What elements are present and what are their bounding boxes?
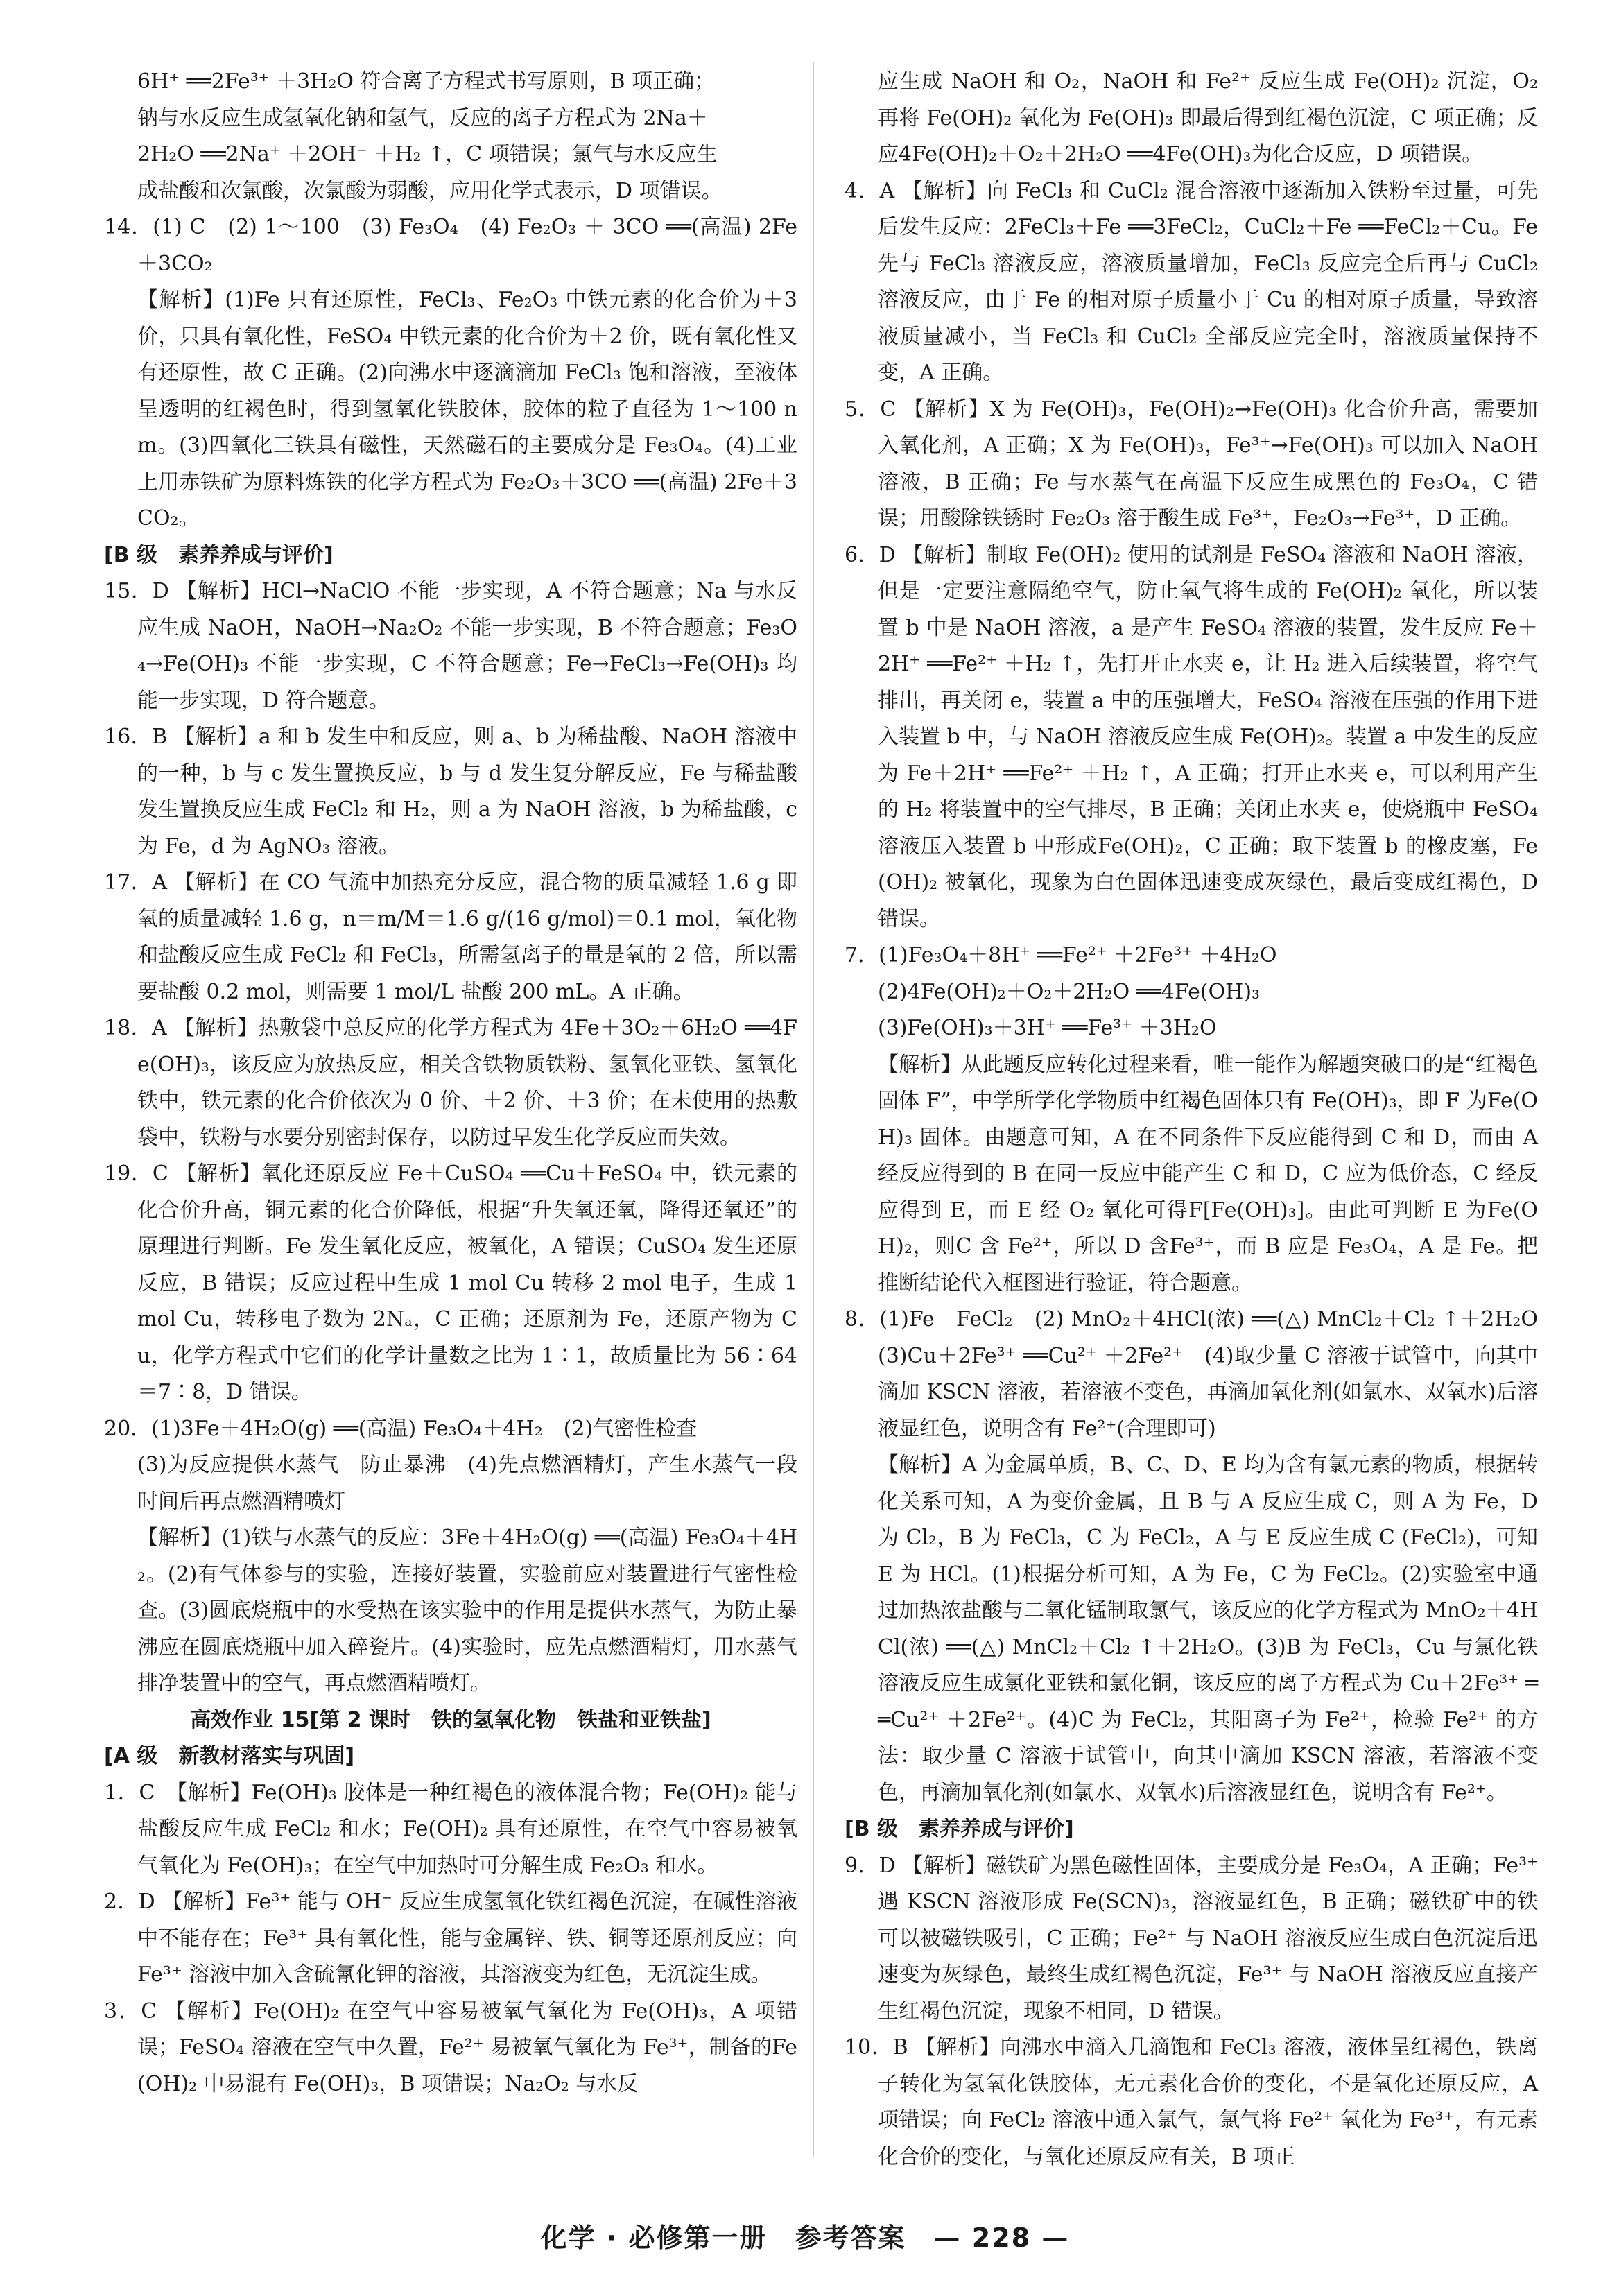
answer-paragraph: (3)为反应提供水蒸气 防止暴沸 (4)先点燃酒精灯，产生水蒸气一段时间后再点燃酒精喷灯 bbox=[137, 1453, 797, 1514]
answer-paragraph: 成盐酸和次氯酸，次氯酸为弱酸，应用化学式表示，D 项错误。 bbox=[137, 178, 722, 203]
section-heading: [A 级 新教材落实与巩固] bbox=[104, 1744, 355, 1768]
answer-paragraph: 4．A 【解析】向 FeCl₃ 和 CuCl₂ 混合溶液中逐渐加入铁粉至过量，可先后发生反应：2FeCl₃＋Fe ══3FeCl₂，CuCl₂＋Fe ══FeCl₂＋Cu。Fe 先与 FeCl₃ 溶液反应，溶液质量增加，FeCl₃ 反应完全后再与 CuCl₂ 溶液反应，由于 Fe 的相对原子质量小于 Cu 的相对原子质量，导致溶液质量减小，当 FeCl₃ 和 CuCl₂ 全部反应完全时，溶液质量保持不变，A 正确。 bbox=[845, 178, 1545, 385]
answer-paragraph: 17．A 【解析】在 CO 气流中加热充分反应，混合物的质量减轻 1.6 g 即氧的质量减轻 1.6 g，n＝m/M＝1.6 g/(16 g/mol)＝0.1 mol，氧化物和盐酸反应生成 FeCl₂ 和 FeCl₃，所需氢离子的量是氧的 2 倍，所以需要盐酸 0.2 mol，则需要 1 mol/L 盐酸 200 mL。A 正确。 bbox=[104, 870, 797, 1004]
answer-paragraph: 3．C 【解析】Fe(OH)₂ 在空气中容易被氧气氧化为 Fe(OH)₃，A 项错误；FeSO₄ 溶液在空气中久置，Fe²⁺ 易被氧气氧化为 Fe³⁺，制备的Fe(OH)₂ 中易混有 Fe(OH)₃，B 项错误；Na₂O₂ 与水反 bbox=[104, 1999, 797, 2096]
answer-paragraph: 【解析】(1)铁与水蒸气的反应：3Fe＋4H₂O(g) ══(高温) Fe₃O₄＋4H₂。(2)有气体参与的实验，连接好装置，实验前应对装置进行气密性检查。(3)圆底烧瓶中的水受热在该实验中的作用是提供水蒸气，为防止暴沸应在圆底烧瓶中加入碎瓷片。(4)实验时，应先点燃酒精灯，用水蒸气排净装置中的空气，再点燃酒精喷灯。 bbox=[137, 1526, 797, 1695]
answer-paragraph: (2)4Fe(OH)₂＋O₂＋2H₂O ══4Fe(OH)₃ bbox=[878, 979, 1261, 1004]
answer-paragraph: 1．C 【解析】Fe(OH)₃ 胶体是一种红褐色的液体混合物；Fe(OH)₂ 能与盐酸反应生成 FeCl₂ 和水；Fe(OH)₂ 具有还原性，在空气中容易被氧气氧化为 Fe(OH)₃；在空气中加热时可分解生成 Fe₂O₃ 和水。 bbox=[104, 1780, 797, 1878]
section-heading: [B 级 素养养成与评价] bbox=[845, 1817, 1074, 1841]
answer-paragraph: 2H₂O ══2Na⁺ ＋2OH⁻ ＋H₂ ↑，C 项错误；氯气与水反应生 bbox=[137, 142, 718, 166]
answer-paragraph: 7．(1)Fe₃O₄＋8H⁺ ══Fe²⁺ ＋2Fe³⁺ ＋4H₂O bbox=[845, 943, 1277, 967]
answer-paragraph: 应生成 NaOH 和 O₂，NaOH 和 Fe²⁺ 反应生成 Fe(OH)₂ 沉淀，O₂ 再将 Fe(OH)₂ 氧化为 Fe(OH)₃ 即最后得到红褐色沉淀，C 项正确；反应4Fe(OH)₂＋O₂＋2H₂O ══4Fe(OH)₃为化合反应，D 项错误。 bbox=[878, 69, 1545, 166]
answer-paragraph: 6．D 【解析】制取 Fe(OH)₂ 使用的试剂是 FeSO₄ 溶液和 NaOH 溶液，但是一定要注意隔绝空气，防止氧气将生成的 Fe(OH)₂ 氧化，所以装置 b 中是 NaOH 溶液，a 是产生 FeSO₄ 溶液的装置，发生反应 Fe＋2H⁺ ══Fe²⁺ ＋H₂ ↑，先打开止水夹 e，让 H₂ 进入后续装置，将空气排出，再关闭 e，装置 a 中的压强增大，FeSO₄ 溶液在压强的作用下进入装置 b 中，与 NaOH 溶液反应生成 Fe(OH)₂。装置 a 中发生的反应为 Fe＋2H⁺ ══Fe²⁺ ＋H₂ ↑，A 正确；打开止水夹 e，可以利用产生的 H₂ 将装置中的空气排尽，B 正确；关闭止水夹 e，使烧瓶中 FeSO₄ 溶液压入装置 b 中形成Fe(OH)₂，C 正确；取下装置 b 的橡皮塞，Fe(OH)₂ 被氧化，现象为白色固体迅速变成灰绿色，最后变成红褐色，D 错误。 bbox=[845, 542, 1545, 931]
answer-paragraph: 钠与水反应生成氢氧化钠和氢气，反应的离子方程式为 2Na＋ bbox=[137, 105, 708, 130]
answer-paragraph: 【解析】从此题反应转化过程来看，唯一能作为解题突破口的是“红褐色固体 F”，中学所学化学物质中红褐色固体只有 Fe(OH)₃，即 F 为Fe(OH)₃ 固体。由题意可知，A 在不同条件下反应能得到 C 和 D，而由 A 经反应得到的 B 在同一反应中能产生 C 和 D，C 应为低价态，C 经反应得到 E，而 E 经 O₂ 氧化可得F[Fe(OH)₃]。由此可判断 E 为Fe(OH)₂，则C 含 Fe²⁺，所以 D 含Fe³⁺，而 B 应是 Fe₃O₄，A 是 Fe。把推断结论代入框图进行验证，符合题意。 bbox=[878, 1052, 1545, 1295]
answer-paragraph: 【解析】A 为金属单质，B、C、D、E 均为含有氯元素的物质，根据转化关系可知，A 为变价金属，且 B 与 A 反应生成 C，则 A 为 Fe，D 为 Cl₂，B 为 FeCl₃，C 为 FeCl₂，A 与 E 反应生成 C (FeCl₂)，可知 E 为 HCl。(1)根据分析可知，A 为 Fe，C 为 FeCl₂。(2)实验室中通过加热浓盐酸与二氧化锰制取氯气，该反应的化学方程式为 MnO₂＋4HCl(浓) ══(△) MnCl₂＋Cl₂ ↑＋2H₂O。(3)B 为 FeCl₃，Cu 与氯化铁溶液反应生成氯化亚铁和氯化铜，该反应的离子方程式为 Cu＋2Fe³⁺ ══Cu²⁺ ＋2Fe²⁺。(4)C 为 FeCl₂，其阳离子为 Fe²⁺，检验 Fe²⁺ 的方法：取少量 C 溶液于试管中，向其中滴加 KSCN 溶液，若溶液不变色，再滴加氧化剂(如氯水、双氧水)后溶液显红色，说明含有 Fe²⁺。 bbox=[878, 1453, 1545, 1805]
answer-paragraph: 8．(1)Fe FeCl₂ (2) MnO₂＋4HCl(浓) ══(△) MnCl₂＋Cl₂ ↑＋2H₂O (3)Cu＋2Fe³⁺ ══Cu²⁺ ＋2Fe²⁺ (4)取少量 C 溶液于试管中，向其中滴加 KSCN 溶液，若溶液不变色，再滴加氧化剂(如氯水、双氧水)后溶液显红色，说明含有 Fe²⁺(合理即可) bbox=[845, 1307, 1559, 1441]
left-column bbox=[104, 64, 804, 2123]
answer-paragraph: 14．(1) C (2) 1～100 (3) Fe₃O₄ (4) Fe₂O₃ ＋ 3CO ══(高温) 2Fe＋3CO₂ bbox=[104, 215, 797, 276]
answer-paragraph: 5．C 【解析】X 为 Fe(OH)₃，Fe(OH)₂→Fe(OH)₃ 化合价升高，需要加入氧化剂，A 正确；X 为 Fe(OH)₃，Fe³⁺→Fe(OH)₃ 可以加入 NaOH 溶液，B 正确；Fe 与水蒸气在高温下反应生成黑色的 Fe₃O₄，C 错误；用酸除铁锈时 Fe₂O₃ 溶于酸生成 Fe³⁺，Fe₂O₃→Fe³⁺，D 正确。 bbox=[845, 397, 1545, 530]
answer-paragraph: 15．D 【解析】HCl→NaClO 不能一步实现，A 不符合题意；Na 与水反应生成 NaOH，NaOH→Na₂O₂ 不能一步实现，B 不符合题意；Fe₃O₄→Fe(OH)₃ 不能一步实现，C 不符合题意；Fe→FeCl₃→Fe(OH)₃ 均能一步实现，D 符合题意。 bbox=[104, 579, 797, 713]
section-heading: 高效作业 15[第 2 课时 铁的氢氧化物 铁盐和亚铁盐] bbox=[190, 1707, 711, 1732]
column-divider bbox=[813, 62, 814, 2157]
section-heading: [B 级 素养养成与评价] bbox=[104, 542, 334, 567]
page-footer: 化学 · 必修第一册 参考答案 — 228 — bbox=[540, 2222, 1070, 2253]
answer-paragraph: 6H⁺ ══2Fe³⁺ ＋3H₂O 符合离子方程式书写原则，B 项正确； bbox=[137, 69, 716, 94]
answer-paragraph: 18．A 【解析】热敷袋中总反应的化学方程式为 4Fe＋3O₂＋6H₂O ══4Fe(OH)₃，该反应为放热反应，相关含铁物质铁粉、氢氧化亚铁、氢氧化铁中，铁元素的化合价依次为 0 价、＋2 价、＋3 价；在未使用的热敷袋中，铁粉与水要分别密封保存，以防过早发生化学反应而失效。 bbox=[104, 1016, 797, 1150]
answer-paragraph: 10．B 【解析】向沸水中滴入几滴饱和 FeCl₃ 溶液，液体呈红褐色，铁离子转化为氢氧化铁胶体，无元素化合价的变化，不是氧化还原反应，A 项错误；向 FeCl₂ 溶液中通入氯气，氯气将 Fe²⁺ 氧化为 Fe³⁺，有元素化合价的变化，与氧化还原反应有关，B 项正 bbox=[845, 2035, 1545, 2169]
answer-paragraph: 16．B 【解析】a 和 b 发生中和反应，则 a、b 为稀盐酸、NaOH 溶液中的一种，b 与 c 发生置换反应，b 与 d 发生复分解反应，Fe 与稀盐酸发生置换反应生成 FeCl₂ 和 H₂，则 a 为 NaOH 溶液，b 为稀盐酸，c 为 Fe，d 为 AgNO₃ 溶液。 bbox=[104, 725, 804, 858]
answer-paragraph: 【解析】(1)Fe 只有还原性，FeCl₃、Fe₂O₃ 中铁元素的化合价为＋3 价，只具有氧化性，FeSO₄ 中铁元素的化合价为＋2 价，既有氧化性又有还原性，故 C 正确。(2)向沸水中逐滴滴加 FeCl₃ 饱和溶液，至液体呈透明的红褐色时，得到氢氧化铁胶体，胶体的粒子直径为 1～100 nm。(3)四氧化三铁具有磁性，天然磁石的主要成分是 Fe₃O₄。(4)工业上用赤铁矿为原料炼铁的化学方程式为 Fe₂O₃＋3CO ══(高温) 2Fe＋3CO₂。 bbox=[137, 288, 804, 530]
answer-paragraph: 2．D 【解析】Fe³⁺ 能与 OH⁻ 反应生成氢氧化铁红褐色沉淀，在碱性溶液中不能存在；Fe³⁺ 具有氧化性，能与金属锌、铁、铜等还原剂反应；向 Fe³⁺ 溶液中加入含硫氰化钾的溶液，其溶液变为红色，无沉淀生成。 bbox=[104, 1890, 804, 1987]
answer-paragraph: 9．D 【解析】磁铁矿为黑色磁性固体，主要成分是 Fe₃O₄，A 正确；Fe³⁺ 遇 KSCN 溶液形成 Fe(SCN)₃，溶液显红色，B 正确；磁铁矿中的铁可以被磁铁吸引，C 正确；Fe²⁺ 与 NaOH 溶液反应生成白色沉淀后迅速变为灰绿色，最终生成红褐色沉淀，Fe³⁺ 与 NaOH 溶液反应直接产生红褐色沉淀，现象不相同，D 错误。 bbox=[845, 1853, 1545, 2023]
answer-paragraph: 20．(1)3Fe＋4H₂O(g) ══(高温) Fe₃O₄＋4H₂ (2)气密性检查 bbox=[104, 1416, 698, 1441]
answer-paragraph: 19．C 【解析】氧化还原反应 Fe＋CuSO₄ ══Cu＋FeSO₄ 中，铁元素的化合价升高，铜元素的化合价降低，根据“升失氧还氧，降得还氧还”的原理进行判断。Fe 发生氧化反应，被氧化，A 错误；CuSO₄ 发生还原反应，B 错误；反应过程中生成 1 mol Cu 转移 2 mol 电子，生成 1 mol Cu，转移电子数为 2Nₐ，C 正确；还原剂为 Fe，还原产物为 Cu，化学方程式中它们的化学计量数之比为 1∶1，故质量比为 56∶64＝7∶8，D 错误。 bbox=[104, 1162, 804, 1404]
answer-paragraph: (3)Fe(OH)₃＋3H⁺ ══Fe³⁺ ＋3H₂O bbox=[878, 1016, 1217, 1040]
right-column bbox=[845, 64, 1559, 2169]
